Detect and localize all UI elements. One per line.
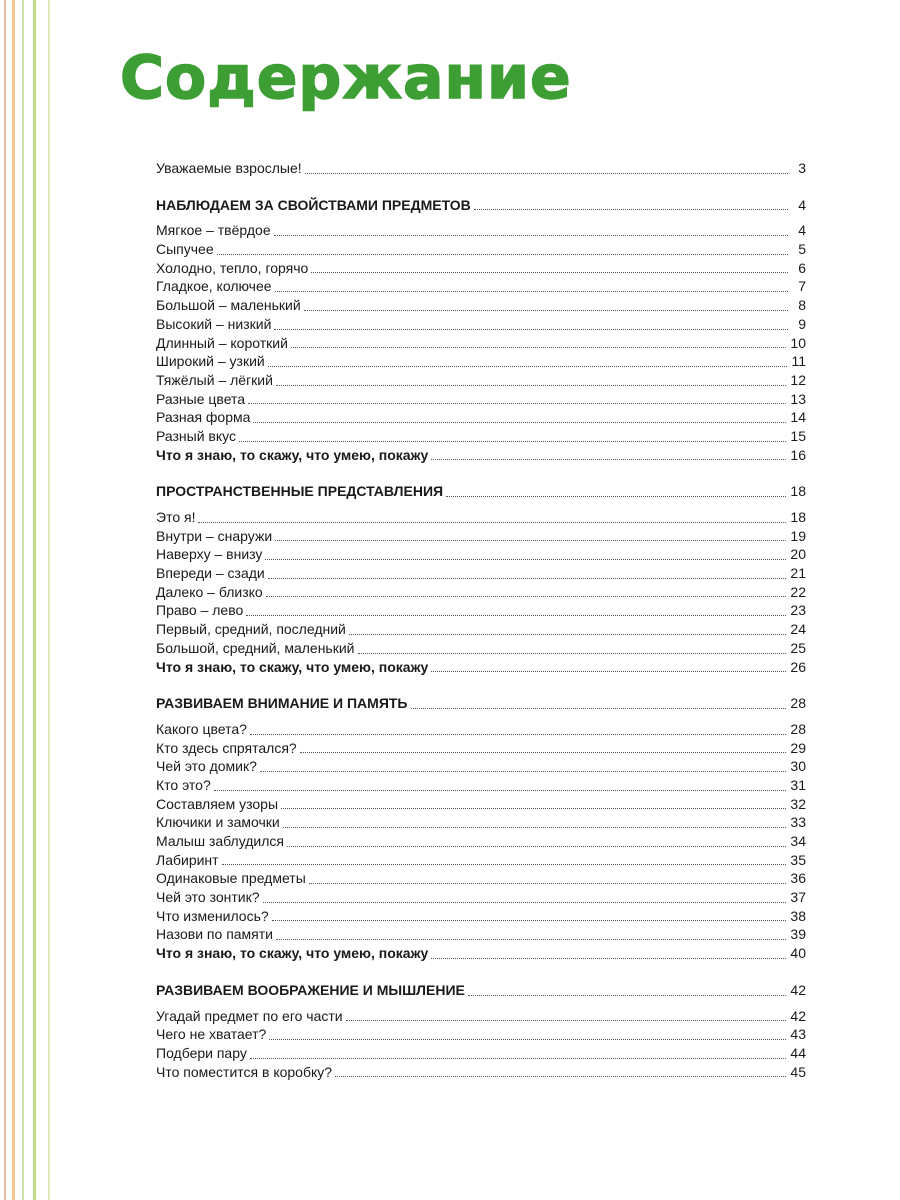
toc-entry-page: 23	[790, 602, 806, 619]
dot-leader	[239, 440, 786, 442]
toc-entry-page: 15	[790, 427, 806, 444]
dot-leader	[283, 826, 787, 828]
toc-entry-page: 24	[790, 621, 806, 638]
toc-entry-label: Впереди – сзади	[156, 565, 265, 582]
toc-entry-page: 38	[790, 907, 806, 924]
dot-leader	[305, 172, 788, 174]
toc-entry-page: 31	[790, 776, 806, 793]
toc-entry-page: 34	[790, 833, 806, 849]
toc-entry-page: 19	[790, 527, 806, 544]
toc-entry-page: 45	[790, 1063, 806, 1080]
dot-leader	[276, 938, 786, 940]
toc-entry[interactable]	[156, 1007, 806, 1026]
toc-entry-label: Разные цвета	[156, 390, 246, 407]
toc-entry[interactable]	[156, 832, 806, 851]
table-of-contents	[156, 159, 806, 1081]
toc-entry[interactable]	[156, 221, 806, 240]
toc-entry[interactable]	[156, 259, 806, 278]
dot-leader	[248, 402, 786, 404]
toc-entry-page: 9	[798, 315, 806, 332]
heading-gap	[156, 501, 806, 508]
toc-entry-label: Малыш заблудился	[156, 833, 284, 849]
dot-leader	[335, 1075, 786, 1077]
toc-entry-page: 21	[790, 565, 806, 582]
toc-entry-page: 36	[790, 870, 806, 887]
toc-entry-page: 6	[798, 259, 806, 276]
toc-entry-label: РАЗВИВАЕМ ВНИМАНИЕ И ПАМЯТЬ	[156, 695, 408, 712]
section-gap	[156, 464, 806, 482]
toc-entry-label: РАЗВИВАЕМ ВООБРАЖЕНИЕ И МЫШЛЕНИЕ	[156, 981, 465, 998]
section-gap	[156, 676, 806, 694]
dot-leader	[431, 957, 786, 959]
toc-entry-page: 20	[790, 546, 806, 563]
toc-entry-page: 5	[798, 241, 806, 258]
dot-leader	[431, 458, 786, 460]
dot-leader	[263, 901, 787, 903]
dot-leader	[274, 328, 788, 330]
toc-entry-label: Лабиринт	[156, 851, 219, 868]
toc-entry-page: 4	[798, 196, 806, 213]
toc-entry-label: Длинный – короткий	[156, 334, 288, 351]
toc-entry-page: 32	[790, 795, 806, 812]
toc-entry-label: Угадай предмет по его части	[156, 1007, 343, 1024]
dot-leader	[431, 670, 786, 672]
dot-leader	[311, 271, 788, 273]
dot-leader	[222, 863, 787, 865]
toc-entry[interactable]	[156, 1025, 806, 1044]
dot-leader	[253, 421, 786, 423]
dot-leader	[265, 558, 786, 560]
toc-entry[interactable]	[156, 427, 806, 446]
toc-entry-label: Составляем узоры	[156, 795, 279, 812]
toc-entry-label: Уважаемые взрослые!	[156, 160, 302, 176]
toc-entry-label: Наверху – внизу	[156, 546, 263, 563]
section-heading[interactable]	[156, 196, 806, 215]
toc-entry-label: Что изменилось?	[156, 907, 269, 924]
toc-entry-label: Разный вкус	[156, 427, 236, 444]
section-heading[interactable]	[156, 981, 806, 1000]
toc-entry-page: 35	[790, 851, 806, 868]
toc-entry-label: Гладкое, колючее	[156, 278, 272, 295]
dot-leader	[268, 365, 788, 367]
dot-leader	[266, 595, 787, 597]
toc-entry-label: Что поместится в коробку?	[156, 1063, 333, 1080]
toc-entry-label: Подбери пару	[156, 1044, 247, 1061]
toc-entry-page: 28	[790, 695, 806, 712]
toc-entry-label: Это я!	[156, 509, 196, 525]
dot-leader	[304, 309, 788, 311]
toc-entry[interactable]	[156, 334, 806, 353]
toc-entry[interactable]	[156, 620, 806, 639]
toc-entry-page: 37	[790, 889, 806, 906]
toc-entry-page: 28	[790, 720, 806, 737]
toc-entry-label: Сыпучее	[156, 241, 214, 258]
toc-entry-summary[interactable]	[156, 446, 806, 465]
toc-entry[interactable]	[156, 508, 806, 527]
toc-entry[interactable]	[156, 371, 806, 390]
toc-entry-page: 10	[790, 334, 806, 351]
toc-entry-label: Что я знаю, то скажу, что умею, покажу	[156, 658, 429, 675]
section-heading[interactable]	[156, 694, 806, 713]
dot-leader	[474, 208, 788, 210]
toc-entry[interactable]	[156, 888, 806, 907]
dot-leader	[246, 614, 786, 616]
section-gap	[156, 963, 806, 981]
decor-stripe	[22, 0, 24, 1200]
toc-entry-page: 42	[790, 1007, 806, 1024]
dot-leader	[468, 994, 787, 996]
toc-entry[interactable]	[156, 277, 806, 296]
toc-entry[interactable]	[156, 315, 806, 334]
toc-entry-label: Кто здесь спрятался?	[156, 739, 297, 756]
toc-entry[interactable]	[156, 240, 806, 259]
dot-leader	[300, 751, 787, 753]
toc-entry-label: ПРОСТРАНСТВЕННЫЕ ПРЕДСТАВЛЕНИЯ	[156, 483, 444, 500]
dot-leader	[275, 290, 788, 292]
toc-entry-page: 8	[798, 297, 806, 314]
toc-entry-label: Одинаковые предметы	[156, 870, 306, 887]
toc-entry-label: Что я знаю, то скажу, что умею, покажу	[156, 945, 429, 962]
section-heading[interactable]	[156, 482, 806, 501]
dot-leader	[272, 919, 787, 921]
toc-entry-page: 13	[790, 390, 806, 407]
toc-entry-label: Холодно, тепло, горячо	[156, 259, 309, 276]
toc-entry-intro[interactable]	[156, 159, 806, 178]
toc-entry[interactable]	[156, 776, 806, 795]
decor-stripe	[48, 0, 50, 1200]
toc-entry-label: Ключики и замочки	[156, 814, 280, 831]
toc-entry-page: 14	[790, 409, 806, 426]
section-gap	[156, 178, 806, 196]
heading-gap	[156, 1000, 806, 1007]
dot-leader	[250, 733, 786, 735]
dot-leader	[446, 495, 786, 497]
decor-stripe	[4, 0, 6, 1200]
toc-entry-label: Какого цвета?	[156, 720, 247, 737]
toc-entry[interactable]	[156, 739, 806, 758]
dot-leader	[260, 770, 787, 772]
heading-gap	[156, 214, 806, 221]
toc-entry[interactable]	[156, 1063, 806, 1082]
dot-leader	[274, 234, 788, 236]
toc-entry-label: Высокий – низкий	[156, 315, 272, 332]
toc-entry[interactable]	[156, 564, 806, 583]
toc-entry-page: 43	[790, 1026, 806, 1043]
toc-entry[interactable]	[156, 601, 806, 620]
toc-entry-label: НАБЛЮДАЕМ ЗА СВОЙСТВАМИ ПРЕДМЕТОВ	[156, 196, 471, 213]
dot-leader	[276, 384, 786, 386]
toc-entry-label: Первый, средний, последний	[156, 621, 346, 638]
toc-entry-page: 29	[790, 739, 806, 756]
decor-stripe	[12, 0, 15, 1200]
dot-leader	[291, 346, 787, 348]
dot-leader	[275, 539, 786, 541]
dot-leader	[358, 652, 787, 654]
toc-entry[interactable]	[156, 757, 806, 776]
toc-entry[interactable]	[156, 545, 806, 564]
toc-entry[interactable]	[156, 352, 806, 371]
heading-gap	[156, 713, 806, 720]
toc-entry-page: 39	[790, 926, 806, 943]
toc-entry[interactable]	[156, 813, 806, 832]
toc-entry-page: 18	[790, 483, 806, 500]
toc-entry[interactable]	[156, 390, 806, 409]
dot-leader	[287, 845, 786, 847]
toc-entry-label: Внутри – снаружи	[156, 527, 273, 544]
toc-entry-page: 3	[798, 160, 806, 176]
toc-entry-label: Далеко – близко	[156, 583, 263, 600]
toc-entry-page: 42	[790, 981, 806, 998]
dot-leader	[309, 882, 787, 884]
toc-entry-label: Чей это домик?	[156, 758, 257, 775]
toc-entry-page: 40	[790, 945, 806, 962]
toc-entry[interactable]	[156, 408, 806, 427]
toc-entry[interactable]	[156, 296, 806, 315]
toc-entry-label: Что я знаю, то скажу, что умею, покажу	[156, 446, 429, 463]
toc-entry-label: Большой, средний, маленький	[156, 639, 355, 656]
dot-leader	[269, 1038, 786, 1040]
toc-entry-label: Право – лево	[156, 602, 244, 619]
toc-entry[interactable]	[156, 907, 806, 926]
dot-leader	[346, 1019, 787, 1021]
toc-entry-page: 33	[790, 814, 806, 831]
dot-leader	[198, 521, 786, 523]
toc-entry-label: Разная форма	[156, 409, 251, 426]
toc-entry-label: Кто это?	[156, 776, 211, 793]
toc-entry[interactable]	[156, 869, 806, 888]
dot-leader	[217, 253, 788, 255]
toc-entry[interactable]	[156, 583, 806, 602]
dot-leader	[349, 633, 787, 635]
toc-entry-label: Чего не хватает?	[156, 1026, 267, 1043]
dot-leader	[281, 807, 786, 809]
toc-entry[interactable]	[156, 925, 806, 944]
decor-stripe	[33, 0, 36, 1200]
toc-entry[interactable]	[156, 720, 806, 739]
page-title: Содержание	[120, 43, 572, 113]
toc-entry-page: 25	[790, 639, 806, 656]
toc-entry-page: 30	[790, 758, 806, 775]
dot-leader	[214, 789, 787, 791]
toc-entry-label: Чей это зонтик?	[156, 889, 260, 906]
toc-entry-label: Назови по памяти	[156, 926, 273, 943]
toc-entry-page: 26	[790, 658, 806, 675]
toc-entry-page: 18	[790, 509, 806, 525]
toc-entry[interactable]	[156, 639, 806, 658]
toc-entry-page: 12	[790, 371, 806, 388]
toc-entry[interactable]	[156, 1044, 806, 1063]
dot-leader	[411, 707, 787, 709]
toc-entry-page: 11	[791, 353, 806, 370]
toc-entry-page: 4	[798, 222, 806, 239]
toc-entry-label: Большой – маленький	[156, 297, 301, 314]
toc-entry-summary[interactable]	[156, 658, 806, 677]
toc-entry-label: Широкий – узкий	[156, 353, 265, 370]
toc-entry-page: 16	[790, 446, 806, 463]
toc-entry[interactable]	[156, 851, 806, 870]
dot-leader	[250, 1057, 787, 1059]
toc-entry-page: 22	[790, 583, 806, 600]
toc-entry-summary[interactable]	[156, 944, 806, 963]
toc-entry[interactable]	[156, 527, 806, 546]
toc-entry-label: Мягкое – твёрдое	[156, 222, 271, 239]
toc-entry[interactable]	[156, 795, 806, 814]
toc-entry-label: Тяжёлый – лёгкий	[156, 371, 273, 388]
toc-entry-page: 44	[790, 1044, 806, 1061]
toc-entry-page: 7	[798, 278, 806, 295]
dot-leader	[268, 577, 787, 579]
